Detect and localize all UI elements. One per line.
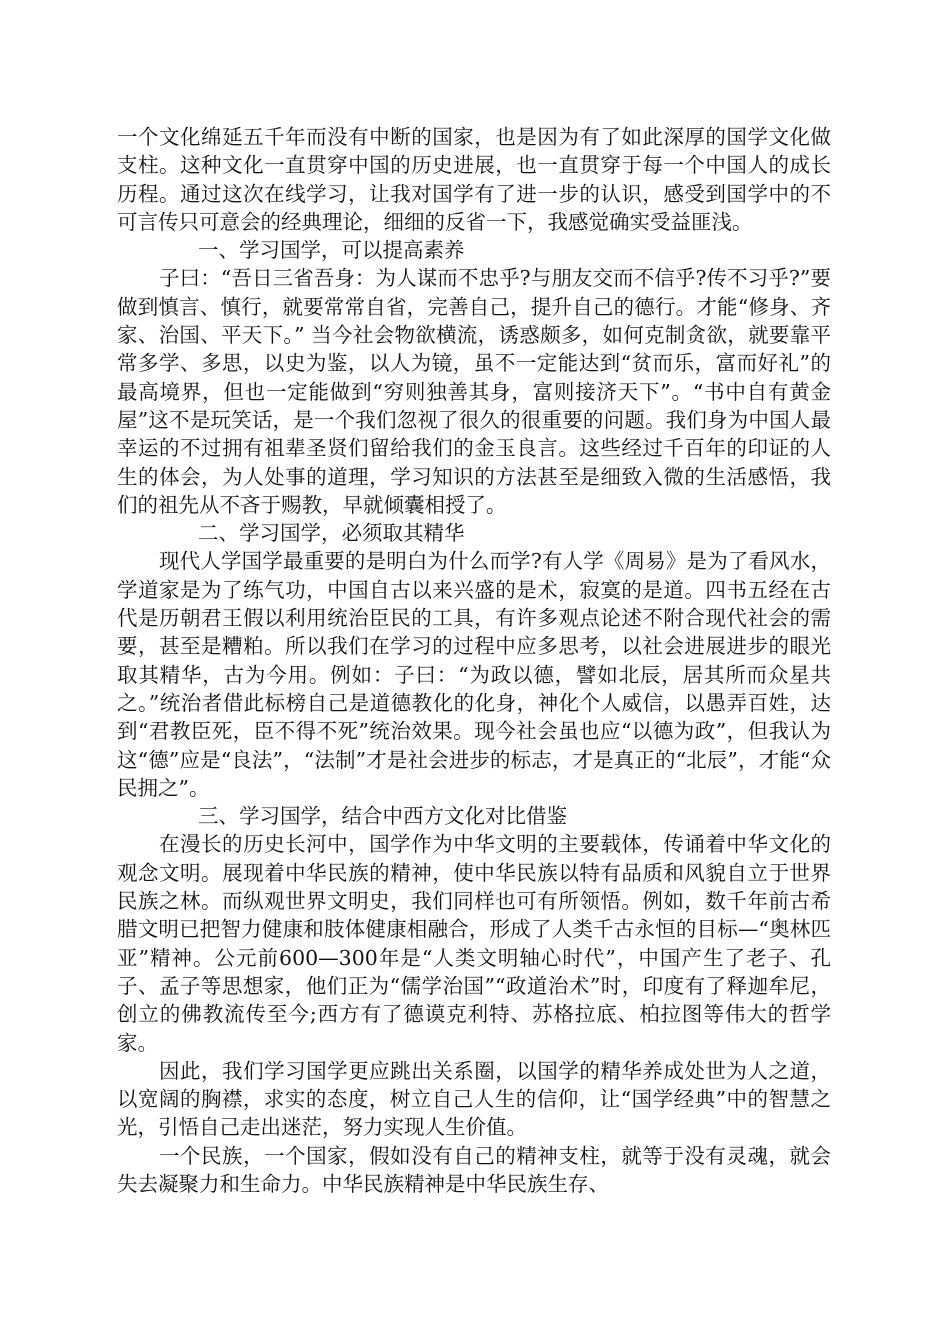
section-heading-3: 三、学习国学，结合中西方文化对比借鉴: [198, 804, 567, 829]
paragraph-intro: 一个文化绵延五千年而没有中断的国家，也是因为有了如此深厚的国学文化做支柱。这种文化一直贯穿中国的历史进展，也一直贯穿于每一个中国人的成长历程。通过这次在线学习，让我对国学有了进一步的认识，感受到国学中的不可言传只可意会的经典理论，细细的反省一下，我感觉确实受益匪浅。: [117, 125, 831, 234]
paragraph-section-3: 在漫长的历史长河中，国学作为中华文明的主要载体，传诵着中华文化的观念文明。展现着中华民族的精神，使中华民族以特有品质和风貌自立于世界民族之林。而纵观世界文明史，我们同样也可有所领悟。例如，数千年前古希腊文明已把智力健康和肢体健康相融合，形成了人类千古永恒的目标—“奥林匹亚”精神。公元前600—300年是“人类文明轴心时代”，中国产生了老子、孔子、孟子等思想家，他们正为“儒学治国”“政道治术”时，印度有了释迦牟尼，创立的佛教流传至今;西方有了德谟克利特、苏格拉底、柏拉图等伟大的哲学家。: [117, 832, 831, 1055]
section-heading-2: 二、学习国学，必须取其精华: [198, 521, 465, 546]
section-heading-1: 一、学习国学，可以提高素养: [198, 238, 465, 263]
document-page: [117, 123, 831, 1198]
paragraph-closing: 一个民族，一个国家，假如没有自己的精神支柱，就等于没有灵魂，就会失去凝聚力和生命力。中华民族精神是中华民族生存、: [117, 1143, 831, 1196]
paragraph-section-1: 子曰：“吾日三省吾身：为人谋而不忠乎?与朋友交而不信乎?传不习乎?”要做到慎言、慎行，就要常常自省，完善自己，提升自己的德行。才能“修身、齐家、治国、平天下。” 当今社会物欲横流，诱惑颇多，如何克制贪欲，就要靠平常多学、多思，以史为鉴，以人为镜，虽不一定能达到“贫而乐，富而好礼”的最高境界，但也一定能做到“穷则独善其身，富则接济天下”。“书中自有黄金屋”这不是玩笑话，是一个我们忽视了很久的很重要的问题。我们身为中国人最幸运的不过拥有祖辈圣贤们留给我们的金玉良言。这些经过千百年的印证的人生的体会，为人处事的道理，学习知识的方法甚至是细致入微的生活感悟，我们的祖先从不吝于赐教，早就倾囊相授了。: [117, 266, 831, 517]
paragraph-section-2: 现代人学国学最重要的是明白为什么而学?有人学《周易》是为了看风水，学道家是为了练气功，中国自古以来兴盛的是术，寂寞的是道。四书五经在古代是历朝君王假以利用统治臣民的工具，有许多观点论述不附合现代社会的需要，甚至是糟粕。所以我们在学习的过程中应多思考，以社会进展进步的眼光取其精华，古为今用。例如：子曰：“为政以德，譬如北辰，居其所而众星共之。”统治者借此标榜自己是道德教化的化身，神化个人威信，以愚弄百姓，达到“君教臣死，臣不得不死”统治效果。现今社会虽也应“以德为政”，但我认为这“德”应是“良法”，“法制”才是社会进步的标志，才是真正的“北辰”，才能“众民拥之”。: [117, 549, 831, 800]
paragraph-conclusion: 因此，我们学习国学更应跳出关系圈，以国学的精华养成处世为人之道，以宽阔的胸襟，求实的态度，树立自己人生的信仰，让“国学经典”中的智慧之光，引悟自己走出迷茫，努力实现人生价值。: [117, 1058, 831, 1140]
